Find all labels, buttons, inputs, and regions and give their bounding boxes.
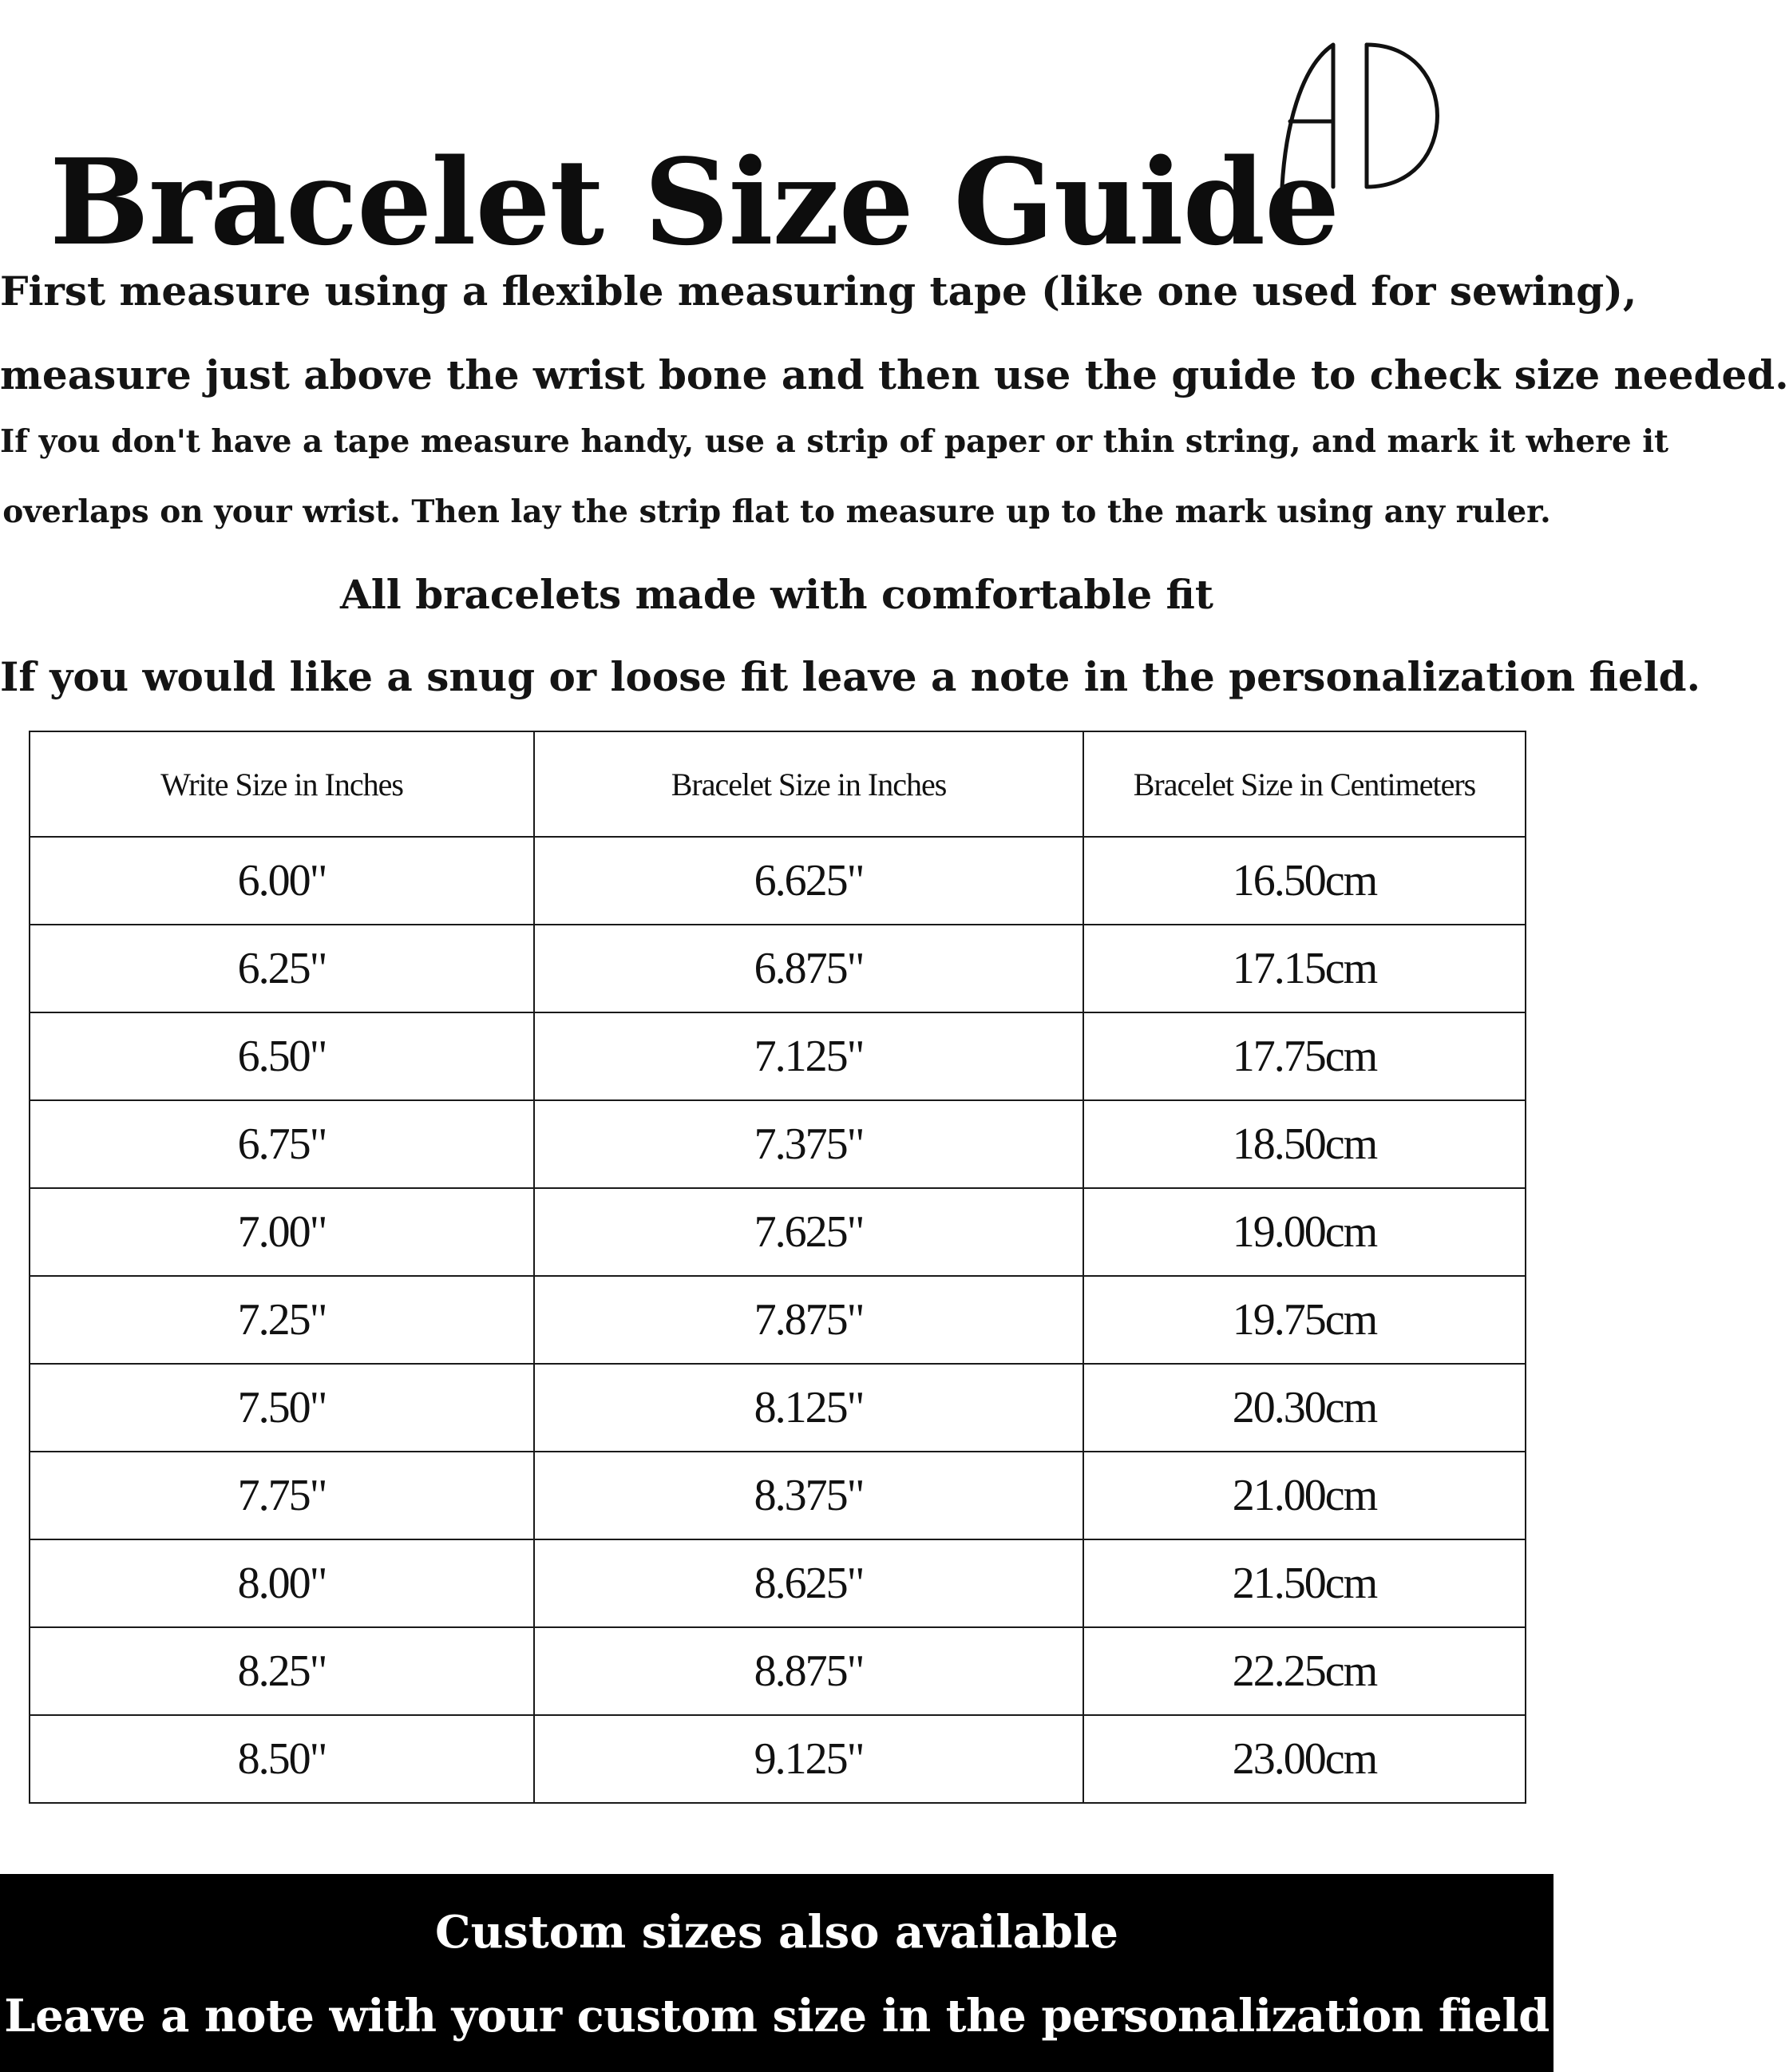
intro-line-measure-tape: First measure using a flexible measuring tape (like one used for sewing), <box>0 267 1637 315</box>
table-row <box>30 1364 1526 1452</box>
table-row <box>30 1276 1526 1364</box>
size-table <box>29 731 1526 1804</box>
bracelet-inches-cell: 8.125" <box>534 1364 1083 1452</box>
footer-custom-sizes: Custom sizes also available <box>435 1906 1118 1959</box>
bracelet-cm-cell: 23.00cm <box>1083 1715 1526 1803</box>
bracelet-cm-cell: 21.50cm <box>1083 1539 1526 1627</box>
table-row <box>30 1188 1526 1276</box>
bracelet-cm-cell: 22.25cm <box>1083 1627 1526 1715</box>
table-row <box>30 1627 1526 1715</box>
bracelet-cm-cell: 19.00cm <box>1083 1188 1526 1276</box>
wrist-size-cell: 6.75" <box>30 1100 534 1188</box>
footer-banner <box>0 1874 1554 2072</box>
bracelet-inches-cell: 6.625" <box>534 837 1083 925</box>
intro-line-comfortable-fit: All bracelets made with comfortable fit <box>340 571 1213 618</box>
table-row <box>30 1539 1526 1627</box>
wrist-size-cell: 6.25" <box>30 925 534 1012</box>
wrist-size-cell: 8.00" <box>30 1539 534 1627</box>
wrist-size-cell: 6.00" <box>30 837 534 925</box>
wrist-size-cell: 6.50" <box>30 1012 534 1100</box>
intro-line-ruler: overlaps on your wrist. Then lay the strip flat to measure up to the mark using any ruler. <box>2 493 1551 530</box>
bracelet-inches-cell: 7.125" <box>534 1012 1083 1100</box>
table-row <box>30 925 1526 1012</box>
table-row <box>30 1100 1526 1188</box>
bracelet-cm-cell: 19.75cm <box>1083 1276 1526 1364</box>
intro-line-wrist-bone: measure just above the wrist bone and then use the guide to check size needed. <box>0 351 1789 398</box>
intro-line-snug-loose: If you would like a snug or loose fit leave a note in the personalization field. <box>0 653 1701 700</box>
header-bracelet-cm: Bracelet Size in Centimeters <box>1083 731 1526 837</box>
bracelet-inches-cell: 9.125" <box>534 1715 1083 1803</box>
bracelet-cm-cell: 20.30cm <box>1083 1364 1526 1452</box>
bracelet-inches-cell: 8.875" <box>534 1627 1083 1715</box>
bracelet-inches-cell: 8.375" <box>534 1452 1083 1539</box>
table-row <box>30 1715 1526 1803</box>
table-row <box>30 1452 1526 1539</box>
bracelet-cm-cell: 16.50cm <box>1083 837 1526 925</box>
bracelet-cm-cell: 21.00cm <box>1083 1452 1526 1539</box>
table-row <box>30 837 1526 925</box>
header-bracelet-inches: Bracelet Size in Inches <box>534 731 1083 837</box>
header-wrist-inches: Write Size in Inches <box>30 731 534 837</box>
wrist-size-cell: 7.50" <box>30 1364 534 1452</box>
ad-monogram-logo <box>1269 35 1469 195</box>
bracelet-inches-cell: 7.875" <box>534 1276 1083 1364</box>
bracelet-inches-cell: 7.625" <box>534 1188 1083 1276</box>
bracelet-inches-cell: 8.625" <box>534 1539 1083 1627</box>
wrist-size-cell: 7.00" <box>30 1188 534 1276</box>
bracelet-cm-cell: 18.50cm <box>1083 1100 1526 1188</box>
bracelet-inches-cell: 7.375" <box>534 1100 1083 1188</box>
wrist-size-cell: 7.25" <box>30 1276 534 1364</box>
bracelet-cm-cell: 17.15cm <box>1083 925 1526 1012</box>
footer-leave-note: Leave a note with your custom size in the personalization field <box>4 1990 1550 2042</box>
table-row <box>30 1012 1526 1100</box>
bracelet-inches-cell: 6.875" <box>534 925 1083 1012</box>
table-header-row <box>30 731 1526 837</box>
wrist-size-cell: 7.75" <box>30 1452 534 1539</box>
bracelet-cm-cell: 17.75cm <box>1083 1012 1526 1100</box>
wrist-size-cell: 8.50" <box>30 1715 534 1803</box>
intro-line-paper-strip: If you don't have a tape measure handy, use a strip of paper or thin string, and mark it where it <box>0 423 1669 460</box>
wrist-size-cell: 8.25" <box>30 1627 534 1715</box>
page-title: Bracelet Size Guide <box>49 133 1340 272</box>
